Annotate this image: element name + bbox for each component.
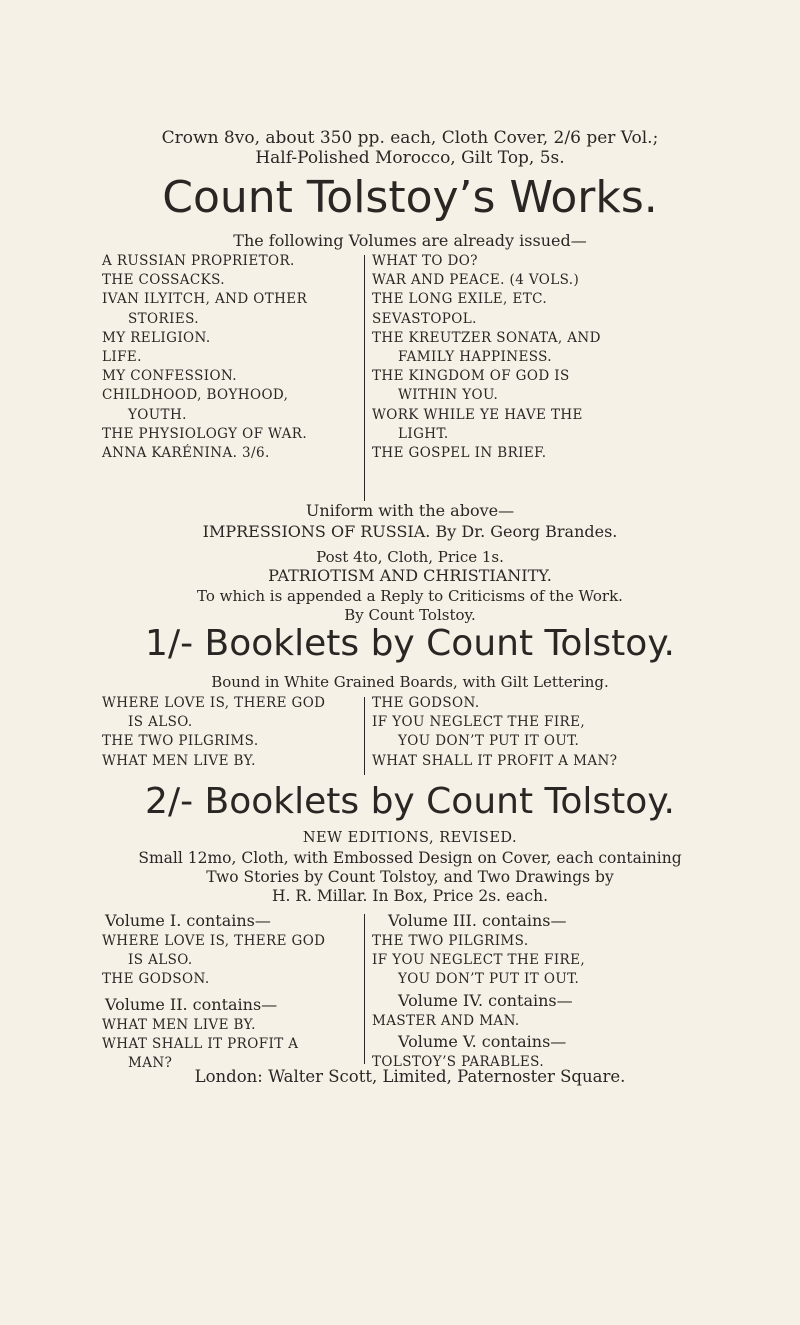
format-line: Crown 8vo, about 350 pp. each, Cloth Cover, 2/6 per Vol.; [161,128,659,148]
booklets1-title: 1/- Booklets by Count Tolstoy. [145,623,675,664]
list-item: WHAT MEN LIVE BY. [102,752,256,769]
list-item: MY CONFESSION. [102,368,237,385]
list-item: THE COSSACKS. [102,272,226,289]
volume-heading: Volume I. contains— [105,911,271,930]
intro-line: The following Volumes are already issued— [233,231,587,250]
works-left-column [102,252,352,463]
list-item: FAMILY HAPPINESS. [398,349,552,366]
column-divider [364,697,365,775]
works-right-column [372,252,662,463]
uniform-line: Uniform with the above— [305,501,515,520]
list-item: WHERE LOVE IS, THERE GOD [102,933,326,949]
list-item: YOU DON’T PUT IT OUT. [398,971,580,988]
editions-line: NEW EDITIONS, REVISED. [302,830,518,846]
list-item: THE KINGDOM OF GOD IS [372,368,570,385]
patriotism-title: PATRIOTISM AND CHRISTIANITY. [268,566,552,585]
list-item: IS ALSO. [128,952,193,969]
booklets2-desc-1: Small 12mo, Cloth, with Embossed Design on Cover, each containing [138,849,682,867]
impressions-author: By Dr. Georg Brandes. [435,522,618,541]
by-tolstoy-line: By Count Tolstoy. [344,606,476,624]
volume-heading: Volume III. contains— [388,911,567,930]
list-item: THE GOSPEL IN BRIEF. [372,445,547,462]
booklets2-title: 2/- Booklets by Count Tolstoy. [145,781,675,822]
publisher-footer: London: Walter Scott, Limited, Paternoster Square. [194,1067,626,1086]
list-item: WHAT MEN LIVE BY. [102,1016,256,1033]
list-item: TOLSTOY’S PARABLES. [372,1053,545,1070]
column-divider [364,255,365,501]
list-item: STORIES. [128,310,199,327]
list-item: A RUSSIAN PROPRIETOR. [102,253,295,269]
list-item: IF YOU NEGLECT THE FIRE, [372,714,586,731]
list-item: YOU DON’T PUT IT OUT. [398,733,580,750]
list-item: MAN? [128,1055,173,1072]
binding-line: Half-Polished Morocco, Gilt Top, 5s. [255,148,565,168]
booklets1-subtitle: Bound in White Grained Boards, with Gilt Lettering. [211,673,609,691]
list-item: MY RELIGION. [102,329,211,346]
appended-line: To which is appended a Reply to Criticisms of the Work. [197,587,623,605]
list-item: THE KREUTZER SONATA, AND [372,329,601,346]
impressions-title: IMPRESSIONS OF RUSSIA. [202,522,431,541]
list-item: THE GODSON. [102,971,210,988]
booklets2-right-column [372,910,672,1072]
list-item: LIGHT. [398,425,449,442]
list-item: THE TWO PILGRIMS. [102,733,259,750]
list-item: WHAT TO DO? [372,253,478,269]
booklets1-right-column [372,694,672,771]
volume-heading: Volume IV. contains— [398,990,573,1010]
list-item: MASTER AND MAN. [372,1012,520,1029]
list-item: THE GODSON. [372,695,480,711]
list-item: IS ALSO. [128,714,193,731]
list-item: THE LONG EXILE, ETC. [372,291,548,308]
list-item: THE PHYSIOLOGY OF WAR. [102,425,308,442]
list-item: WHAT SHALL IT PROFIT A MAN? [372,752,618,769]
list-item: THE TWO PILGRIMS. [372,933,529,949]
list-item: IVAN ILYITCH, AND OTHER [102,291,308,308]
list-item: YOUTH. [128,406,187,423]
list-item: SEVASTOPOL. [372,310,477,327]
list-item: IF YOU NEGLECT THE FIRE, [372,952,586,969]
booklets2-left-column [102,910,352,1073]
volume-heading: Volume II. contains— [105,994,278,1014]
page-title: Count Tolstoy’s Works. [162,172,658,223]
list-item: WHERE LOVE IS, THERE GOD [102,695,326,711]
list-item: LIFE. [102,349,142,366]
list-item: ANNA KARÉNINA. 3/6. [102,445,270,462]
column-divider [364,914,365,1064]
booklets2-desc-2: Two Stories by Count Tolstoy, and Two Drawings by [206,868,614,886]
list-item: WORK WHILE YE HAVE THE [372,406,583,423]
list-item: CHILDHOOD, BOYHOOD, [102,387,289,404]
booklets2-desc-3: H. R. Millar. In Box, Price 2s. each. [271,887,549,905]
volume-heading: Volume V. contains— [398,1031,567,1051]
booklets1-left-column [102,694,352,771]
post4to-line: Post 4to, Cloth, Price 1s. [316,548,504,566]
list-item: WAR AND PEACE. (4 VOLS.) [372,272,580,289]
list-item: WITHIN YOU. [398,387,499,404]
impressions-line [60,521,760,543]
list-item: WHAT SHALL IT PROFIT A [102,1035,299,1052]
